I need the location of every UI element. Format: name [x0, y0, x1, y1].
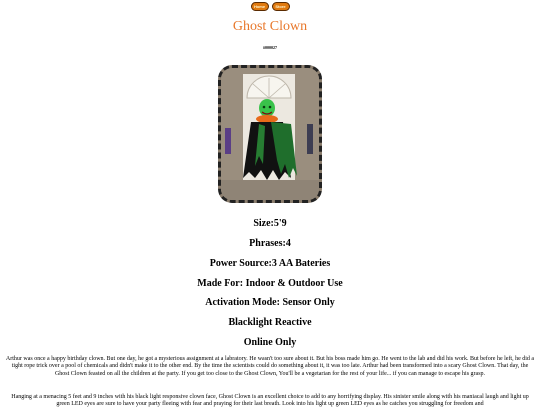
product-photo [218, 65, 322, 203]
top-nav [0, 2, 540, 11]
spec-power-source: Power Source:3 AA Bateries [209, 258, 331, 269]
spec-size: Size:5'9 [253, 218, 287, 229]
spec-phrases: Phrases:4 [249, 238, 291, 249]
story-paragraph: Arthur was once a happy birthday clown. But one day, he got a mysterious assignment at a labratory. He wasn't too sure about it. But his boss made him go. He went to the lab and did his work. But before he left, he did a tight rope trick over a pool of chemicals and didn't make it to the other end. By the time the scientists could do something about it, it was too late. Arthur had been transformed into a scary Ghost Clown. That day, the Ghost Clown feasted on all the children at the party. If you get too close to the Ghost Clown, You'll be a vegetarian for the rest of your life... if you can manage to escape his grasp. [5, 356, 535, 377]
spec-availability: Online Only [243, 337, 297, 348]
page-title: Ghost Clown [232, 19, 308, 34]
details-paragraph: Hanging at a menacing 5 feet and 9 inches with his black light responsive clown face, Ghost Clown is an excellent choice to add to any horrifying display. His sinister smile along with his maniacal laugh and light up green LED eyes are sure to have your party fleeing with fear and praying for their last breath. Look into his light up green LED eyes as he catches you struggling for freedom and [11, 394, 529, 408]
spec-made-for: Made For: Indoor & Outdoor Use [197, 278, 343, 289]
ghost-clown-image [221, 68, 319, 200]
spec-activation-mode: Activation Mode: Sensor Only [205, 297, 335, 308]
nav-button-home[interactable]: Home [251, 2, 269, 11]
product-sku: #000027 [263, 45, 277, 50]
nav-button-store[interactable]: Store [272, 2, 290, 11]
spec-blacklight: Blacklight Reactive [228, 317, 312, 328]
